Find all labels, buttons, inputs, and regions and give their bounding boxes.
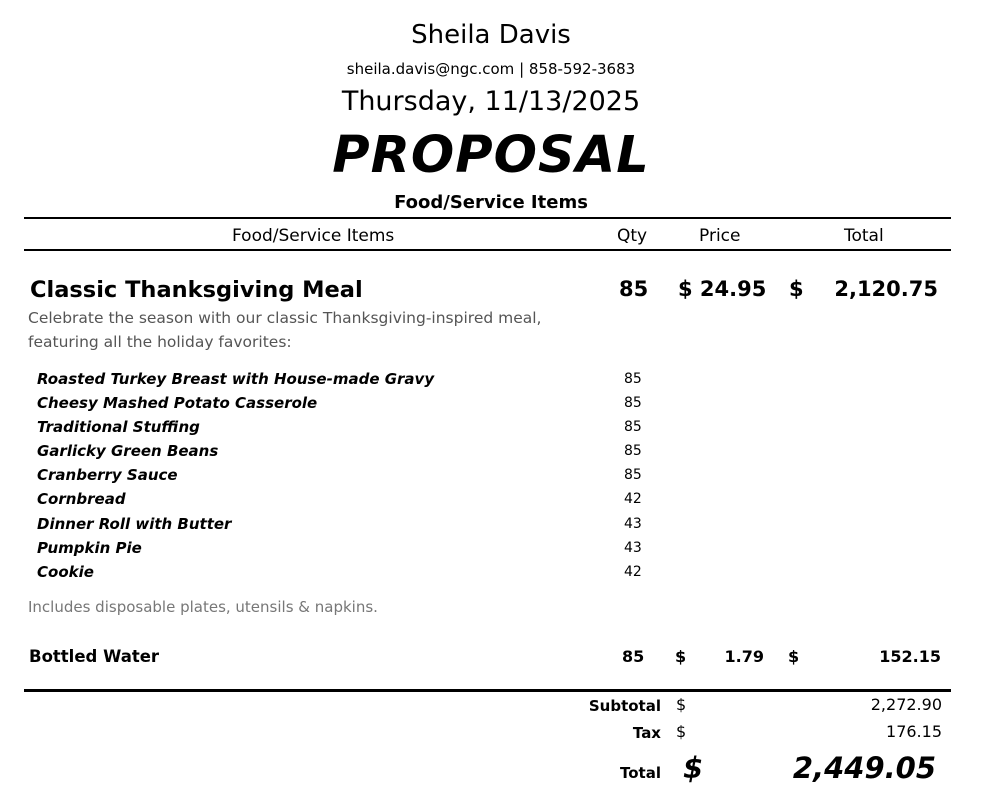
item-qty: 85 bbox=[624, 467, 642, 484]
item-name: Roasted Turkey Breast with House-made Gravy bbox=[37, 370, 435, 388]
contact-line bbox=[0, 60, 982, 78]
item-qty: 85 bbox=[624, 419, 642, 436]
proposal-title: PROPOSAL bbox=[332, 126, 650, 185]
meal-description-line-1: Celebrate the season with our classic Thanksgiving-inspired meal, bbox=[28, 309, 542, 327]
water-price: 1.79 bbox=[724, 647, 764, 666]
list-item bbox=[37, 415, 657, 439]
item-qty: 42 bbox=[624, 491, 642, 508]
tax-value: 176.15 bbox=[886, 722, 942, 741]
list-item bbox=[37, 391, 657, 415]
subtotal-label: Subtotal bbox=[588, 697, 661, 715]
col-header-qty: Qty bbox=[617, 226, 648, 246]
water-qty: 85 bbox=[622, 647, 645, 666]
item-name: Pumpkin Pie bbox=[37, 538, 142, 557]
totals-rule bbox=[24, 689, 951, 692]
grand-total-value: 2,449.05 bbox=[792, 751, 936, 785]
client-name: Sheila Davis bbox=[411, 20, 571, 50]
proposal-date: Thursday, 11/13/2025 bbox=[341, 86, 641, 117]
tax-currency: $ bbox=[676, 722, 687, 741]
tax-label: Tax bbox=[632, 724, 661, 742]
water-total-currency: $ bbox=[788, 647, 800, 666]
item-name: Cranberry Sauce bbox=[37, 466, 178, 485]
water-name: Bottled Water bbox=[29, 647, 160, 666]
phone-text: 858-592-3683 bbox=[528, 60, 636, 78]
list-item bbox=[37, 487, 657, 511]
item-name: Traditional Stuffing bbox=[37, 418, 200, 437]
list-item bbox=[37, 367, 657, 391]
item-name: Cheesy Mashed Potato Casserole bbox=[37, 394, 318, 413]
subtotal-currency: $ bbox=[676, 695, 687, 714]
item-name: Garlicky Green Beans bbox=[37, 442, 219, 461]
meal-total: 2,120.75 bbox=[834, 277, 938, 301]
list-item bbox=[37, 439, 657, 463]
item-name: Cookie bbox=[37, 562, 94, 581]
meal-description-line-2: featuring all the holiday favorites: bbox=[28, 333, 292, 351]
meal-name: Classic Thanksgiving Meal bbox=[30, 277, 363, 303]
email-text: sheila.davis@ngc.com bbox=[346, 60, 515, 78]
item-qty: 43 bbox=[624, 515, 642, 532]
contact-separator: | bbox=[519, 60, 525, 78]
meal-total-currency: $ bbox=[789, 277, 804, 301]
col-header-total: Total bbox=[844, 226, 884, 246]
list-item bbox=[37, 463, 657, 487]
col-header-price: Price bbox=[699, 226, 741, 246]
list-item bbox=[37, 512, 657, 536]
section-subtitle: Food/Service Items bbox=[394, 192, 588, 213]
total-label: Total bbox=[620, 764, 661, 782]
col-header-item: Food/Service Items bbox=[232, 226, 395, 246]
meal-price: $ 24.95 bbox=[678, 277, 767, 301]
item-qty: 85 bbox=[624, 443, 642, 460]
header-bottom-rule bbox=[24, 249, 951, 251]
meal-includes-note: Includes disposable plates, utensils & napkins. bbox=[28, 598, 378, 616]
list-item bbox=[37, 560, 657, 584]
list-item bbox=[37, 536, 657, 560]
item-qty: 43 bbox=[624, 539, 642, 556]
item-qty: 85 bbox=[624, 371, 642, 387]
header-top-rule bbox=[24, 217, 951, 219]
meal-qty: 85 bbox=[619, 277, 649, 301]
water-total: 152.15 bbox=[879, 647, 941, 666]
item-qty: 85 bbox=[624, 395, 642, 412]
item-name: Dinner Roll with Butter bbox=[37, 514, 232, 533]
total-currency: $ bbox=[683, 751, 704, 785]
item-name: Cornbread bbox=[37, 490, 126, 509]
item-qty: 42 bbox=[624, 563, 642, 580]
water-price-currency: $ bbox=[675, 647, 687, 666]
subtotal-value: 2,272.90 bbox=[870, 695, 942, 714]
meal-item-list bbox=[37, 367, 657, 584]
